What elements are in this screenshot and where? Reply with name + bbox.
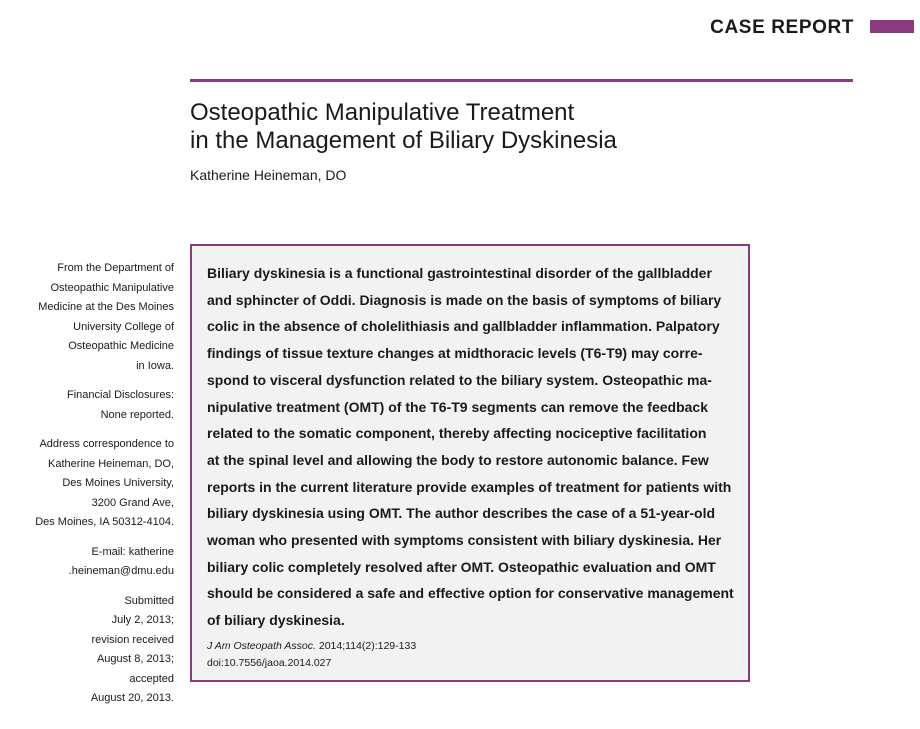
affiliation-line: Osteopathic Medicine (68, 340, 174, 352)
abstract-line: nipulative treatment (OMT) of the T6-T9 segments can remove the feedback (207, 398, 708, 415)
abstract-line: should be considered a safe and effective option for conservative management (207, 585, 734, 602)
date-line: Submitted (124, 594, 174, 607)
email-line: .heineman@dmu.edu (68, 565, 174, 577)
citation (207, 638, 735, 672)
disclosures-block (20, 386, 174, 425)
citation-journal: J Am Osteopath Assoc. (207, 639, 316, 652)
abstract-line: biliary colic completely resolved after OMT. Osteopathic evaluation and OMT (207, 558, 716, 575)
affiliation-line: From the Department of (57, 262, 174, 274)
disclosures-line: None reported. (100, 408, 174, 421)
affiliation-line: University College of (73, 320, 174, 333)
abstract-line: woman who presented with symptoms consistent with biliary dyskinesia. Her (207, 532, 722, 549)
abstract-line: at the spinal level and allowing the body to restore autonomic balance. Few (207, 451, 709, 468)
address-line: Des Moines, IA 50312-4104. (35, 516, 174, 528)
title-line: in the Management of Biliary Dyskinesia (190, 127, 617, 154)
address-line: Des Moines University, (62, 477, 174, 489)
address-line: Katherine Heineman, DO, (48, 457, 174, 470)
abstract-line: biliary dyskinesia using OMT. The author describes the case of a 51-year-old (207, 505, 716, 522)
email-block (20, 543, 174, 582)
citation-doi[interactable]: doi:10.7556/jaoa.2014.027 (207, 656, 332, 669)
abstract-line: findings of tissue texture changes at midthoracic levels (T6-T9) may corre- (207, 345, 703, 362)
abstract-line: and sphincter of Oddi. Diagnosis is made on the basis of symptoms of biliary (207, 291, 722, 308)
date-line: July 2, 2013; (111, 614, 174, 626)
abstract-line: Biliary dyskinesia is a functional gastrointestinal disorder of the gallbladder (207, 265, 712, 281)
abstract-line: related to the somatic component, thereby affecting nociceptive facilitation (207, 425, 707, 442)
citation-details: 2014;114(2):129-133 (315, 639, 417, 652)
article-sidebar (20, 259, 174, 719)
disclosures-line: Financial Disclosures: (67, 389, 174, 401)
abstract-line: reports in the current literature provide examples of treatment for patients with (207, 478, 732, 495)
address-block (20, 435, 174, 533)
header-rule (190, 79, 853, 82)
abstract-line: of biliary dyskinesia. (207, 612, 345, 629)
address-line: 3200 Grand Ave, (91, 496, 174, 509)
date-line: revision received (91, 633, 174, 646)
date-line: August 20, 2013. (90, 692, 174, 704)
article-author: Katherine Heineman, DO (190, 167, 347, 183)
abstract-box (190, 244, 750, 682)
affiliation-block (20, 259, 174, 376)
dates-block (20, 592, 174, 709)
abstract-line: spond to visceral dysfunction related to the biliary system. Osteopathic ma- (207, 371, 712, 388)
date-line: August 8, 2013; (96, 653, 174, 665)
abstract-line: colic in the absence of cholelithiasis and gallbladder inflammation. Palpatory (207, 318, 720, 335)
abstract-text (207, 260, 735, 634)
section-accent-bar (870, 20, 914, 33)
title-line: Osteopathic Manipulative Treatment (190, 99, 575, 126)
article-title (190, 99, 850, 155)
date-line: accepted (129, 672, 174, 685)
citation-line (207, 638, 735, 655)
address-line: Address correspondence to (39, 438, 174, 450)
affiliation-line: Medicine at the Des Moines (38, 301, 174, 313)
affiliation-line: in Iowa. (136, 359, 174, 372)
section-label: CASE REPORT (710, 17, 854, 38)
affiliation-line: Osteopathic Manipulative (50, 281, 174, 294)
email-line: E-mail: katherine (91, 545, 174, 558)
